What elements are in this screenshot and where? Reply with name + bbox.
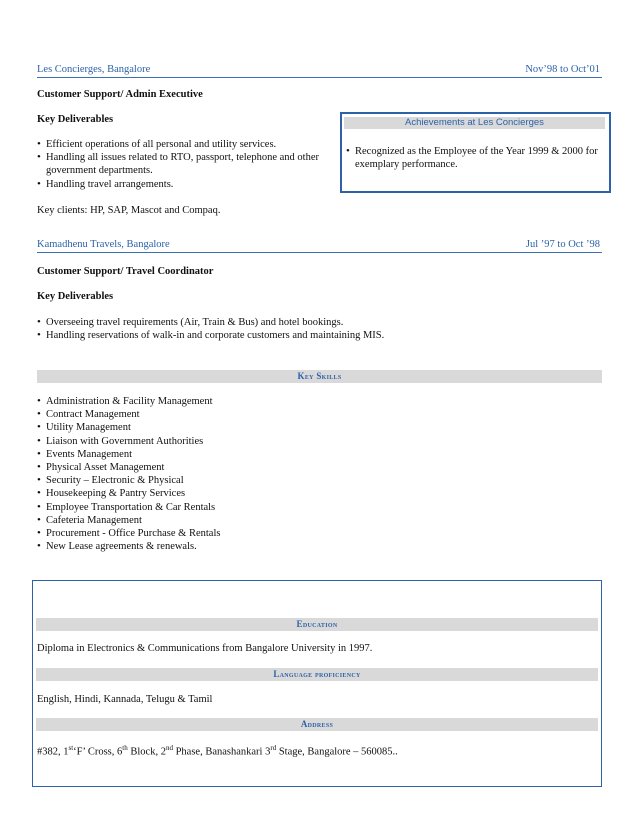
job2-dates: Jul ’97 to Oct ’98 — [525, 239, 600, 250]
job1-clients: Key clients: HP, SAP, Mascot and Compaq. — [37, 205, 221, 216]
job2-header — [37, 239, 602, 253]
address-text — [37, 744, 398, 758]
job1-header — [37, 64, 602, 78]
list-item: • Administration & Facility Management — [37, 395, 437, 408]
achievements-box — [340, 112, 611, 193]
list-item: • New Lease agreements & renewals. — [37, 540, 437, 553]
address-part: #382, 1 — [37, 746, 69, 758]
list-item: • Handling reservations of walk-in and corporate customers and maintaining MIS. — [37, 329, 597, 342]
address-part: Block, 2 — [127, 746, 166, 758]
achievements-title: Achievements at Les Concierges — [344, 117, 605, 129]
list-item: • Procurement - Office Purchase & Rentals — [37, 527, 437, 540]
key-skills-list — [37, 395, 437, 553]
job2-deliverables-title: Key Deliverables — [37, 291, 114, 302]
job1-dates: Nov’98 to Oct’01 — [525, 64, 600, 75]
list-item: • Overseeing travel requirements (Air, Train & Bus) and hotel bookings. — [37, 316, 597, 329]
job2-role: Customer Support/ Travel Coordinator — [37, 266, 214, 277]
language-text: English, Hindi, Kannada, Telugu & Tamil — [37, 694, 213, 705]
job2-company: Kamadhenu Travels, Bangalore — [37, 239, 170, 250]
list-item: • Recognized as the Employee of the Year 1999 & 2000 for exemplary performance. — [346, 145, 604, 171]
list-item: • Events Management — [37, 448, 437, 461]
address-sup: st — [68, 744, 74, 752]
list-item: • Contract Management — [37, 408, 437, 421]
list-item: • Handling all issues related to RTO, passport, telephone and other government departments. — [37, 151, 327, 177]
list-item: • Physical Asset Management — [37, 461, 437, 474]
list-item: • Liaison with Government Authorities — [37, 435, 437, 448]
job1-deliverables-list — [37, 138, 327, 191]
address-sup: nd — [165, 744, 173, 752]
job1-role: Customer Support/ Admin Executive — [37, 89, 203, 100]
key-skills-title: Key Skills — [37, 370, 602, 383]
address-part: ‘F’ Cross, 6 — [73, 746, 123, 758]
address-sup: th — [122, 744, 128, 752]
address-part: Phase, Banashankari 3 — [172, 746, 271, 758]
list-item: • Efficient operations of all personal and utility services. — [37, 138, 327, 151]
list-item: • Cafeteria Management — [37, 514, 437, 527]
address-sup: rd — [270, 744, 277, 752]
education-text: Diploma in Electronics & Communications from Bangalore University in 1997. — [37, 643, 373, 654]
achievements-list — [346, 145, 604, 171]
education-title: Education — [36, 618, 598, 631]
job1-deliverables-title: Key Deliverables — [37, 114, 114, 125]
language-title: Language proficiency — [36, 668, 598, 681]
list-item: • Utility Management — [37, 421, 437, 434]
list-item: • Housekeeping & Pantry Services — [37, 487, 437, 500]
address-part: Stage, Bangalore – 560085.. — [276, 746, 398, 758]
address-title: Address — [36, 718, 598, 731]
list-item: • Handling travel arrangements. — [37, 178, 327, 191]
list-item: • Employee Transportation & Car Rentals — [37, 501, 437, 514]
job2-deliverables-list — [37, 316, 597, 342]
list-item: • Security – Electronic & Physical — [37, 474, 437, 487]
job1-company: Les Concierges, Bangalore — [37, 64, 151, 75]
education-box — [32, 580, 602, 787]
